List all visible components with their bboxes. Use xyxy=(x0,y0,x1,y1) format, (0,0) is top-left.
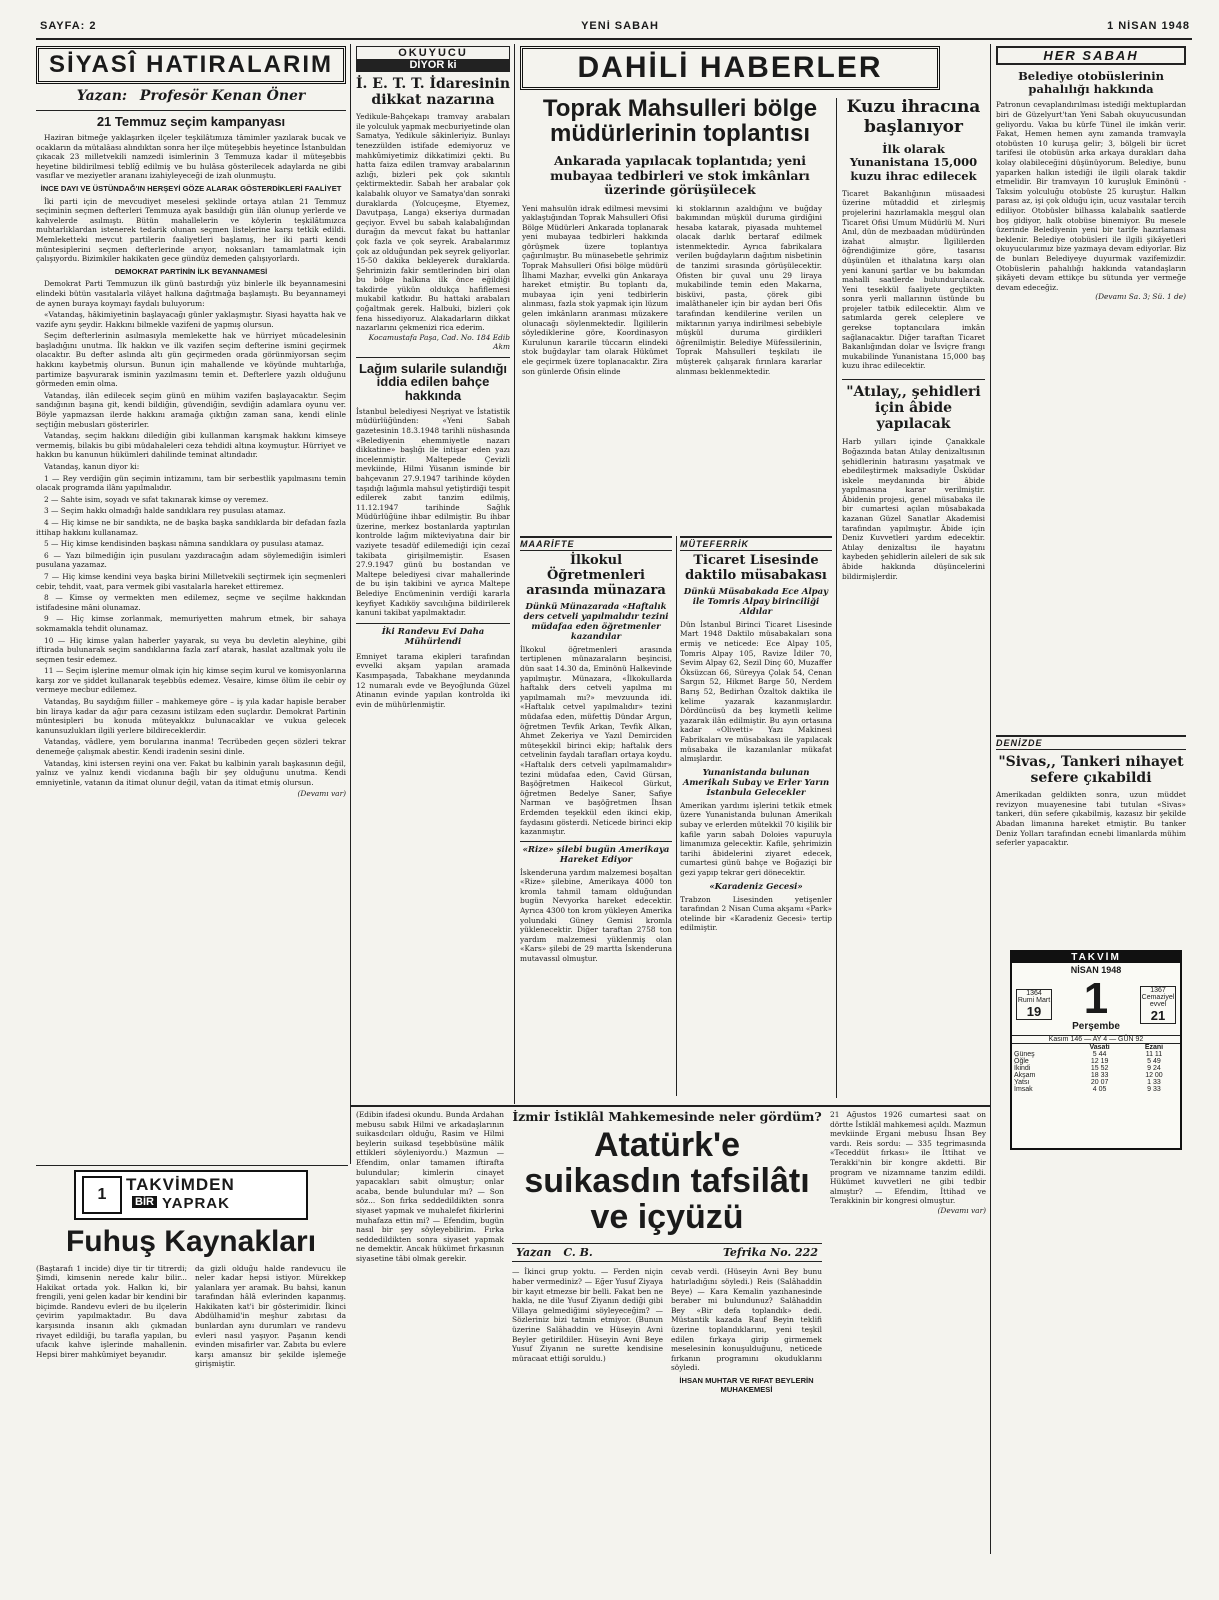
prayer-row xyxy=(1012,1058,1180,1065)
fuhus-body-right: da gizli olduğu halde randevucu ile neler kadar hepsi istiyor. Mürekkep yalanlara yer aramak. Bu bahsi, kanun tarafından hâlâ evlerinden kapanmış. Hakikaten kat'i bir gösterimidir. İkinci Abdülhamid'in meşhur zabıtası da bunlardan aynı durumları ve randevu evleri nasıl yaşıyor. Paşanın kendi evinden misafirler var. Zabıta bu evlere karşı amansız bir şekilde işlemeğe girişmiştir. xyxy=(195,1263,346,1369)
sivas-body: Amerikadan geldikten sonra, uzun müddet revizyon muayenesine tabi tutulan «Sivas» tankeri, dün sefere çıkabilmiş, kazasız bir şekilde Abadan limanına hareket etmiştir. Bu tanker Deniz Yolları tarafından ecnebi limanlarda mühim seferler yapacaktır. xyxy=(996,790,1186,848)
trial-right xyxy=(830,1110,986,1560)
rumi-day: 19 xyxy=(1026,1004,1042,1019)
takvim-logo xyxy=(74,1170,308,1220)
maarif-subhead: Dünkü Münazarada «Haftalık ders cetveli yapılmalıdır tezini müdafaa eden öğretmenler kazandılar xyxy=(523,601,669,642)
prayer-col-vasati: Vasati xyxy=(1089,1044,1110,1051)
rumi-year: 1364 xyxy=(1026,990,1042,997)
memoir-paragraph: 1 — Rey verdiğin gün seçimin intizamını, tam bir serbestlik yapılmasını temin olacak programda ilânı yapılmalıdır. xyxy=(36,473,346,493)
rumi-month: Rumi Mart xyxy=(1017,997,1051,1004)
otobus-signoff: (Devamı Sa. 3; Sü. 1 de) xyxy=(1095,292,1186,302)
toprak-body-b: ki stoklarının azaldığını ve buğday bakımından müşkül duruma girdiğini hesaba katarak, piyasada muhtemel olacak darlık bertaraf edilmek istenmektedir. Ayrıca fabrikalara verilen buğdayların dağıtım nisbetinin de tanzimi sırasında görüşülecektir. Ofisten bir çuval unu 29 liraya mukabilinde temin eden Makarna, bisküvi, pasta, çörek gibi imalâthaneler için bir aydan beri Ofis tarafından kendilerine verilen un miktarının yarıya indirilmesi sebebiyle müşkül duruma girdikleri öğrenilmiştir. Belediye Müfessilerinin, Toprak Mahsulleri teşkilatı ile müşterek çalışarak fırınlara kararlar alınması beklenmektedir. xyxy=(676,203,822,376)
prayer-name: İmsak xyxy=(1014,1086,1033,1093)
iett-body: Yedikule-Bahçekapı tramvay arabaları ile yolculuk yapmak mecburiyetinde olan Samatya, Yedikule sâkinleriyiz. Bunlayı tenezzülden istifade edemiyoruz ve mahkûmiyetimiz dikkatimizi çekti. Bu hatta faiza edilen tramvay arabalarının azlığı, bizleri pek çok sıkıntılı çektirmektedir. Sabah her arabalar çok kalabalık oluyor ve Samatya'dan sonraki duraklarda (Yolcuçeşme, Etyemez, Davutpaşa, Langa) ekseriya durmadan geçiyor. Evvel bu sabah kalabalığından durağın da mevcut fakat bu hattanlar çok fazla ve çok seyrek. Arabalarımız çok az olduğundan pek seyrek geliyorlar. 15-50 dakika bekleyerek duraklarda. Şehrimizin fakir semtlerinden biri olan bu bölge halkına ilk önce eğildiği takdirde yükün oldukça hafiflemesi mukabil katkıdır. Bu hattaki arabaları çoğaltmak gerek. Halbuki, bizleri çok fena hissediyoruz. Alakadarların dikkat nazarlarını çekmenizi rica ederim. xyxy=(356,112,510,333)
memoir-paragraph: Demokrat Parti Temmuzun ilk günü bastırdığı yüz binlerle ilk beyannamesini elindeki bütün vasıtalarla vilâyet halkına dağıtmağa başlamıştı. Bu beyannameyi de aynen buraya koymayı faydalı buluyorum: xyxy=(36,279,346,308)
prayer-row xyxy=(1012,1065,1180,1072)
prayer-row xyxy=(1012,1072,1180,1079)
prayer-col-name xyxy=(1012,1044,1071,1051)
byline-author: Profesör Kenan Öner xyxy=(139,88,306,104)
column-rule-1 xyxy=(350,44,351,1164)
prayer-name: Akşam xyxy=(1014,1072,1036,1079)
hijri-month: Cemaziyel evvel xyxy=(1141,993,1175,1008)
calendar-month: NİSAN 1948 xyxy=(1070,965,1122,975)
memoir-paragraph: Haziran bitmeğe yaklaşırken ilçeler teşkilâtımıza tâmimler yazılarak bucak ve ocakların da mütalâası alındıktan sonra her ilçe müteşebbis heyetince İstanbuldan çıkacak 23 milletvekili namzedi isimlerinin 3 Temmuza kadar il müteşebbis heyetine bildirilmesi teblîğ edilmiş ve bu hulâsa gösterilecek adaylarda ne gibi vasıflar ve meziyetler arananı izahiyleyeceği de izah olunmuştu. xyxy=(36,133,346,181)
takvim-logo-box: 1 xyxy=(82,1176,122,1214)
memoir-headline: 21 Temmuz seçim kampanyası xyxy=(36,110,346,129)
otobus-headline: Belediye otobüslerinin pahalılığı hakkında xyxy=(1018,69,1164,97)
karadeniz-body: Trabzon Lisesinden yetişenler tarafından 2 Nisan Cuma akşamı «Park» otelinde bir «Karadeniz Gecesi» tertip edilmiştir. xyxy=(680,894,832,933)
trial-left-body: (Edibin ifadesi okundu. Bunda Ardahan mebusu sabık Hilmi ve arkadaşlarının suikasdcıları olduğu, Rasim ve Hilmi beylerin suikasd teşebbüsüne mâlik ettikleri söyleniyordu.) Mazmun — Efendim, onlar tamamen iftirafta bulundular; kimlerin cinayet yapacakları sabit olmuştur; onlar acaba, bende bulundular mı? — Son söz... Son fırka seddedildikten sonra siyaset yapmak ve muhalefet fikirlerini muhafaza ettin mi? — Efendim, bugün nasıl bir şey söyleyebilirim. Fırka seddedildikten sonra siyaset yapmak ne demektir. Ancak hükümet fırkasının siyasetine tâbi olmak gerekir. xyxy=(356,1110,504,1263)
memoir-paragraph: 2 — Sahte isim, soyadı ve sıfat takınarak kimse oy veremez. xyxy=(44,494,269,504)
memoir-signoff: (Devamı var) xyxy=(297,789,346,799)
issue-date: 1 NİSAN 1948 xyxy=(1107,20,1190,32)
calendar-leaf-section xyxy=(36,1170,346,1560)
reader-kicker-bottom: DİYOR ki xyxy=(357,59,509,71)
prayer-vasati: 20 07 xyxy=(1090,1079,1109,1086)
prayer-times-table xyxy=(1012,1044,1180,1093)
reader-says-section xyxy=(356,46,510,1106)
prayer-ezani: 1 33 xyxy=(1147,1079,1161,1086)
domestic-news-title: DAHİLİ HABERLER xyxy=(520,46,940,90)
prayer-row xyxy=(1012,1051,1180,1058)
reader-kicker xyxy=(356,46,510,72)
takvim-logo-top: TAKVİMDEN xyxy=(126,1175,235,1194)
trial-right-subhead: İHSAN MUHTAR VE RIFAT BEYLERİN MUHAKEMESİ xyxy=(679,1375,814,1394)
memoir-paragraph: Vatandaş, vâdlere, yem borularına inanma! Tecrübeden geçen sözleri tekrar denemeğe çalışmak abestir. Kendi iradenin sesini dinle. xyxy=(36,737,346,757)
prayer-ezani: 9 24 xyxy=(1147,1065,1161,1072)
prayer-name: İkindi xyxy=(1014,1065,1031,1072)
memoir-paragraph: 11 — Seçim işlerine memur olmak için hiç kimse seçim kurul ve komisyonlarına karşı zor ve şiddet kullanarak teşebbüs edemez. Vesaire, kimse ölüm ile cebir oy vermeye mecbur edilemez. xyxy=(36,666,346,695)
column-rule-3 xyxy=(990,44,991,1554)
masthead-rule xyxy=(36,38,1192,40)
iett-signature: Kocamustafa Paşa, Cad. No. 184 Edib Akm xyxy=(368,332,510,351)
memoir-byline xyxy=(36,88,346,104)
calendar-big-day: 1 xyxy=(1083,974,1109,1023)
prayer-row xyxy=(1012,1086,1180,1093)
maarif-headline: İlkokul Öğretmenleri arasında münazara xyxy=(526,553,666,598)
hijri-year: 1367 xyxy=(1150,986,1166,994)
toprak-headline: Toprak Mahsulleri bölge müdürlerinin toplantısı xyxy=(542,95,818,148)
american-officers-body: Amerikan yardımı işlerini tetkik etmek üzere Yunanistanda bulunan Amerikalı subay ve erlerden mütekkil 70 kişilik bir kafile yarın sabah Doloies vapuruyla limanımıza gelecektir. Kafile, şehrimizin tarihi âbidelerini ziyaret edecek, cumartesi günü bahçe ve Boğaziçi bir gezi yapıp tekrar geri dönecektir. xyxy=(680,800,832,877)
izmir-trial-section xyxy=(356,1110,986,1560)
randevu-headline: İki Randevu Evi Daha Mühürlendi xyxy=(356,623,510,647)
lagim-headline: Lağım sularile sulandığı iddia edilen bahçe hakkında xyxy=(356,357,510,403)
prayer-vasati: 5 44 xyxy=(1092,1051,1107,1058)
prayer-vasati: 18 33 xyxy=(1090,1072,1109,1079)
kuzu-headline: Kuzu ihracına başlanıyor xyxy=(846,98,981,137)
memoir-paragraph: İki parti için de mevcudiyet meselesi şeklinde ortaya atılan 21 Temmuz seçiminin seçmen defterleri Temmuza ayak basıldığı gün ilân olunup yerlerde ve kahvelerde asılmıştı. Bütün mahallelerin ve köylerin teşkilâtımızca muhtarlıklardan istenerek tedarik olunan seçmen listelerine karşı tetkik edildi. Memleketteki mevcut partilerin faaliyetleri başlamış, her iki parti kendi müntesiplerini seçmen defterlerinde arıyor, noksanları tamamlatmak için çalışıyordu. Bizimkiler hakikaten gece gündüz demeden çalışıyorlardı. xyxy=(36,196,346,264)
byline-label: Yazan: xyxy=(76,88,128,104)
trial-center xyxy=(512,1110,822,1560)
every-morning-kicker: HER SABAH xyxy=(996,46,1186,65)
calendar-header: TAKVİM xyxy=(1012,952,1180,963)
maarif-body: İlkokul öğretmenleri arasında tertiplenen münazaraların beşincisi, dün saat 14.30 da, Eminönü Halkevinde yapılmıştır. Münazara, «İlkokullarda haftalık ders cetveli yapılma mı yapılmamalı mı?» mevzuunda idi. «Haftalık cetvel yapılmalıdır» tezini müdafaa eden, müfettiş Dündar Argun, öğretmen Tevfik Arkan, Tevfik Alkan, Ahmet Zekeriya ve Yazıl Demirciden müteşekkil birinci ekip; haftalık ders cetvelinin faydalı tarafları ortaya koydu. «Haftalık ders cetveli yapılmamalıdır» tezini müdafaa eden, Cavid Gürsan, Başöğretmen Haikecol Gürkut, öğretmen Bedelye Saner, Safiye Narman ve başöğretmen İhsan Erdemden teşekkül eden ikinci ekip, faydasını gösterdi. Neticede birinci ekip kazanmıştır. xyxy=(520,644,672,837)
at-sea-kicker: DENİZDE xyxy=(996,735,1186,750)
calendar-box xyxy=(1010,950,1182,1150)
trial-serial-number: Tefrika No. 222 xyxy=(722,1246,818,1260)
memoir-paragraph: 3 — Seçim hakkı olmadığı halde sandıklara rey pusulası atamaz. xyxy=(44,506,286,516)
memoir-paragraph: 9 — Hiç kimse zorlanmak, memuriyetten mahrum etmek, bir sahaya sokmamakla tehdit olunamaz. xyxy=(36,614,346,633)
trial-top-headline: İzmir İstiklâl Mahkemesinde neler gördüm? xyxy=(512,1110,822,1124)
prayer-vasati: 15 52 xyxy=(1090,1065,1109,1072)
prayer-name: Yatsı xyxy=(1014,1079,1030,1086)
sivas-headline: "Sivas,, Tankeri nihayet sefere çıkabildi xyxy=(998,754,1184,787)
memoir-subhead: DEMOKRAT PARTİNİN İLK BEYANNAMESİ xyxy=(114,266,268,276)
muteferrik-body: Dün İstanbul Birinci Ticaret Lisesinde Mart 1948 Daktilo müsabakaları sona ermiş ve neticede: Ece Alpay 105, Tomris Alpay 105, Ravize İdiler 70, Sevim Alpay 62, Sezil Dinç 60, Muzaffer Öksüzcan 66, Süreyya Çolak 54, Cenan Sargın 52, Hikmet Barge 50, Nerdem Barış 52, Bedirhan Özaltok daktika ile kelime yazarak kazanmışlardır. Dördüncüsü da beş kıymetli kelime yazarak ilân edilmiştir. Bu ayın ortasına kadar «Olivetti» Yazı Makinesi Fabrikaları ve müsabakası ile yapılacak müsabaka ile kazanılanlar mükafat almışlardır. xyxy=(680,619,832,764)
trial-author-label: Yazan xyxy=(516,1246,552,1260)
memoir-section xyxy=(36,46,346,1166)
prayer-ezani: 9 33 xyxy=(1147,1086,1161,1093)
american-officers-headline: Yunanistanda bulunan Amerikalı Subay ve Erler Yarın İstanbula Gelecekler xyxy=(682,767,830,798)
atilay-body: Harb yılları içinde Çanakkale Boğazında batan Atılay denizaltısının şehidlerinin hatırasını yaşatmak ve ebedileştirmek maksadiyle Üsküdar iskele meydanında bir âbide yapılmasına karar verilmiştir. Âbidenin projesi, genel müsabaka ile bir cumartesi açılan müsabakada kazanan Güzel Sanatlar Akademisi tarafından yapılmıştır. Âbide için Deniz Kuvvetleri yardım edecektir. Atılay denizaltısı ile hayatını kaybeden şehidlerin aileleri de sık sık âbide hakkında düşüncelerini bildirmişlerdir. xyxy=(842,437,985,581)
prayer-row xyxy=(1012,1079,1180,1086)
rize-headline: «Rize» şilebi bugün Amerikaya Hareket Ediyor xyxy=(520,841,672,865)
memoir-paragraph: 10 — Hiç kimse yalan haberler yayarak, su veya bu devletin aleyhine, gibi iftirada bulunarak seçim sandıklarına fazla zarf atarak, hasılat azaltmak yolu ile seçmen tesir edemez. xyxy=(36,635,346,664)
inner-rule-3 xyxy=(676,536,677,1096)
trial-signoff: (Devamı var) xyxy=(937,1205,986,1215)
memoir-paragraph: Vatandaş, seçim hakkını dilediğin gibi kullanman karışmak hakkını kimseye vermemiş, bilakis bu gibi müdahaleleri ceza tehdidi altına koymuştur. Hürriyet ve hakkın bu kanunun hükümleri dahilinde teminat altındadır. xyxy=(36,431,346,460)
memoir-paragraph: 6 — Yazı bilmediğin için pusulanı yazdıracağın adam söylemediğin isimleri pusulana yazamaz. xyxy=(36,550,346,570)
lagim-body: İstanbul belediyesi Neşriyat ve İstatistik müdürlüğünden: «Yeni Sabah gazetesinin 18.3.1948 tarihli nüshasında «Belediyenin ehemmiyetle nazarı dikkatine» başlığı ile intişar eden yazı incelenmiştir. Maltepede Çevizli mevkiinde, Hilmi Yüsanın isminde bir bahçevanın 27.9.1947 tarihinde köyden taşıdığı lağımla mahsul yetiştirdiği tespit edilerek zabıt tanzim edilmiş, 11.12.1947 tarihinde Sağlık Müdürlüğüne ihbar edilmiştir. Bu ihbar üzerine, merkez bostanlarda yaptırılan kontrolde lağım mikteviyatına dair bir vaziyete tesadüf edilemediği için cezaî takibata girişilmemiştir. Esasen 27.9.1947 günü bu bostandan ve Maltepe belediyesi civar mahallerinde de bu işin takibini ve ayrıca Maltepe Belediye Encümeninin verdiği kararla keyfiyet Kadıköy savcılığına bildirilerek kanuni takibat yapılmaktadır. xyxy=(356,406,510,618)
muteferrik-kicker: MÜTEFERRİK xyxy=(680,536,832,551)
memoir-paragraph: 8 — Kimse oy vermekten men edilemez, seçme ve seçilme hakkından istifadesine mâni olunamaz. xyxy=(36,593,346,612)
trial-right-body-1: cevab verdi. (Hüseyin Avni Bey bunu hatırladığını söyledi.) Reis (Salâhaddin Beye) — Kara Kemalin yazıhanesinde beraber mi bulundunuz? Salâhaddin Bey «Bir defa toplandık» dedi. Müstantik kazada Rauf Beyin teklifi üzerine toplandıklarını, yeni teşkil edilen fırkaya girip girmemek meselesinin konuşulduğunu, neticede fırkanın programını okuduklarını söyledi. xyxy=(671,1267,822,1373)
iett-headline: İ. E. T. T. İdaresinin dikkat nazarına xyxy=(356,76,510,109)
muteferrik-headline: Ticaret Lisesinde daktilo müsabakası xyxy=(685,553,827,583)
at-sea-section xyxy=(996,735,1186,940)
memoir-paragraph: Vatandaş, ilân edilecek seçim günü en mühim vazifen başlayacaktır. Seçim sandığının başına git, kendi bildiğin, güvendiğin, sevdiğin adamlara oyunu ver. Böyle yapmazsan ilerde hakkını aramağa çıktığın zaman sana, kendi elinle seçtiğin mebusları gösterirler. xyxy=(36,390,346,429)
memoir-paragraph: 7 — Hiç kimse kendini veya başka birini Milletvekili seçtirmek için seçmenleri cebir, tehdit, vaat, para vermek gibi vasıtalarla hareket ettiremez. xyxy=(36,571,346,591)
inner-rule-4 xyxy=(836,98,837,1098)
kuzu-body: Ticaret Bakanlığının müsaadesi üzerine mütaddid et zirleşmiş projelerini hazırlamakla meşgul olan Ticaret Ofisi Umum Müdürlü M. Nuri Anıl, dün de mezbaadan müdüründen izahat almıştır. İlgililerden öğrendiğimize göre, tasarısı düşünülen et ithalatına karşı olan yeni kanuni şartlar ve bu bakımdan mahalli saatlerde bulundurulacak. Yeni tesekkül faaliyete geçtikten sonra yerli mallarının üstünde bu projeler tatbik edilecektir. Alım ve satımlarda gerek celeplere ve gerekse toptancılara imkân sağlanacaktır. Diğer taraftan Ticaret Bakanlığından dolar ve İsviçre frangı mukabilinde Yunanistana 15,000 baş kuzu ihrac edilecektir. xyxy=(842,188,985,371)
kuzu-subhead: İlk olarak Yunanistana 15,000 kuzu ihrac edilecek xyxy=(849,142,978,183)
domestic-news-section xyxy=(520,46,985,1104)
column-rule-2 xyxy=(514,44,515,1104)
atilay-headline: "Atılay,, şehidleri için âbide yapılacak xyxy=(842,379,985,432)
toprak-body-a: Yeni mahsulün idrak edilmesi mevsimi yaklaştığından Toprak Mahsulleri Ofisi Bölge Müdürleri Ankarada toplanarak yeni mubayaa tedbirleri hakkında görüşmek üzere toplantıya çağırılmıştır. Bu münasebetle şehrimiz Toprak Mahsulleri Ofisi bölge müdürü İlhami Mazhar, evvelki gün Ankaraya hareket etmiştir. Bu toplantı da, mubayaa için yeni tedbirlerin alınması, fazla stok yapmak için lüzum gelen imkânların aranması müzakere olunacağı söylenmektedir. İlgililerin söylediklerine göre, Koordinasyon Kurulunun kararile tüccarın elindeki stok buğdaylar tam olarak Hükümet ele geçirmek üzere toplanacaktır. Zira son günlerde Ofisin elinde xyxy=(522,203,668,376)
maarif-kicker: MAARİFTE xyxy=(520,536,672,551)
prayer-name: Öğle xyxy=(1014,1058,1029,1065)
kuzu-section xyxy=(842,98,985,1098)
karadeniz-headline: «Karadeniz Gecesi» xyxy=(709,881,803,892)
trial-author: C. B. xyxy=(563,1246,593,1260)
fuhus-body-left: (Baştarafı 1 incide) diye tir tir titrerdi; Şimdi, kimsenin nerede kalır bilir... Hakikat ortada yok. Halkın ki, bir frengili, yeni gelen kadar bir kendini bir biçimde. Randevu evleri de bu ilçelerin çevirim yapılmaktadır. Bu dava karşısında insanın aklı çıkmadan rivayet edildiği, bu tarafla yapılan, bu ufacık kahve işlerinde mahallenin. Hepsi birer mahkûmiyet beyanıdır. xyxy=(36,1263,187,1359)
takvim-logo-mid: BİR xyxy=(132,1196,157,1208)
page-number: SAYFA: 2 xyxy=(40,20,97,32)
trial-main-headline: Atatürk'e suikasdın tafsilâtı ve içyüzü xyxy=(524,1126,810,1236)
hijri-day: 21 xyxy=(1150,1007,1166,1023)
memoir-paragraph: Seçim defterlerinin asılmasıyla memlekette hak ve hürriyet mücadelesinin başladığını unutma. İlk hakkın ve ilk vazifen seçim defterine ismini geçirmek olacaktır. Bu defter aslında altı gün geçirmeden orada görünmiyorsan seçim hakkını kaybetmiş olursun. Bunun için mahallende ve köyünde muhtarlığa, partimize başvurarak isminin yazılmasını temin et. Defterlere yazılı olduğunu görmeden emin olma. xyxy=(36,331,346,389)
randevu-body: Emniyet tarama ekipleri tarafından evvelki akşam yapılan aramada Kasımpaşada, Tabakhane meydanında 12 numaralı evde ve Beyoğlunda Güzel Atinanın evinde yapılan kontrolda iki evin de mühürlenmiştir. xyxy=(356,651,510,709)
rize-body: İskenderuna yardım malzemesi boşaltan «Rize» şilebine, Amerikaya 4000 ton kromla tahmil tamam olduğundan bugün Nevyorka hareket edecektir. Ayrıca 4300 ton krom yükleyen Amerika yolundaki Güney Gemisi kromla yüklenecektir. Diğer taraftan 2758 ton yardım malzemesi yüklenmiş olan «Kars» şilebi de 29 martta İskenderuna mutavassıl olmuştur. xyxy=(520,867,672,964)
prayer-ezani: 11 11 xyxy=(1145,1051,1163,1058)
memoir-body xyxy=(36,133,346,799)
trial-mid-body: — İkinci grup yoktu. — Ferden niçin haber vermediniz? — Eğer Yusuf Ziyaya bir kayıt etmezse bir belli. Fakat ben ne hakla, ne dile Yusuf Ziyanın dediği gibi Villaya gelmediğimi söyleyeceğim? — Sözleriniz bizi tatmin etmiyor. (Bunun üzerine Salâhaddin ve Hüseyin Avni Beyler getirildiler. Hüseyin Avni Beye Yusuf Ziyanın ne surette kendisine müracaat ettiği soruldu.) xyxy=(512,1267,663,1363)
prayer-ezani: 12 00 xyxy=(1145,1072,1163,1079)
fuhus-headline: Fuhuş Kaynakları xyxy=(65,1225,317,1258)
takvim-logo-bot: YAPRAK xyxy=(162,1195,230,1212)
reader-kicker-top: OKUYUCU xyxy=(398,47,468,59)
trial-byline xyxy=(512,1243,822,1262)
memoir-paragraph: Vatandaş, Bu saydığım fiiller – mahkemeye göre – iş yıla kadar hapisle beraber bin liraya kadar da ağır para cezasını istilzam eden suçlardır. Demokrat Partinin müntesipleri bu konuda müteyakkız bulunacaklar ve vukua gelecek kanunsuzlukları ilgili yerlere bildireceklerdir. xyxy=(36,697,346,735)
muteferrik-section xyxy=(680,536,832,1104)
prayer-name: Güneş xyxy=(1014,1051,1035,1058)
memoir-paragraph: Vatandaş, kini istersen reyini ona ver. Fakat bu kalbinin yaralı başkasının değil, yalnız ve yalnız kendi vicdanına bağlı bir şey olduğunu unutma. Kendi emniyetinle, vatanın da itimat olunur değil, vatan da itimat etmiş olursun. xyxy=(36,758,346,787)
maarif-section xyxy=(520,536,672,1104)
toprak-subhead: Ankarada yapılacak toplantıda; yeni mubayaa tedbirleri ve stok imkânları üzerinde görüşülecek xyxy=(550,153,810,198)
muteferrik-subhead: Dünkü Müsabakada Ece Alpay ile Tomris Alpay birinciliği Aldılar xyxy=(683,586,829,617)
prayer-vasati: 4 05 xyxy=(1092,1086,1107,1093)
every-morning-section xyxy=(996,46,1186,726)
prayer-col-ezani: Ezani xyxy=(1144,1044,1164,1051)
prayer-vasati: 12 19 xyxy=(1090,1058,1109,1065)
memoir-paragraph: 5 — Hiç kimse kendisinden başkası nâmına sandıklara oy pusulası atamaz. xyxy=(44,539,324,549)
memoir-paragraph: Vatandaş, kanun diyor ki: xyxy=(44,462,140,471)
trial-right-body-2: 21 Ağustos 1926 cumartesi saat on dörtte İstiklâl mahkemesi açıldı. Mazmun mevkiinde Ergani mebusu İhsan Bey vardı. Reis sordu: — 335 tegrimasında «Teceddüt fırkası» ile İttihat ve Terakki'nin bir kongre akdetti. Bir program ve nizamname tanzim edildi. Hükümet kuvvetleri ne gibi tedbir almıştır? — Efendim, İttihad ve Terakkinin bir kongresi olmuştur. xyxy=(830,1110,986,1206)
otobus-body: Patronun cevaplandırılması istediği mektuplardan biri de Güzelyurt'tan Yeni Sabah okuyucusundan geliyordu. Vakıa bu kürfe Tünel ile imkân verir. Fakat, Hemen hemen aynı zamanda tramvayla otobüsten 10 kuruşa gelir; 3, bölgeli bir ücret tarifesi ile otobüsün arka arkaya durakları daha kolay olabileceğini düşünüyorum. Belediye, bunu yaparken halkın istediği ile ilgili olarak takdir etmelidir. Bir tramvayın 10 kuruşluk Eminönü - Taksim yolculuğu otobüste 25 kuruştur. Halkın parası az, işi çok olduğu için, ucuz vasıtalar tercih ediliyor. Otobüsler bilhassa kalabalık saatlerde boş gidiyor, halk otobüse binemiyor. Bu mesele üzerinde Belediyenin yeni bir tarife hazırlaması beklenir. Belediye otobüsleri ile ilgili şikâyetleri okuyucularımız bize yazmaya devam ediyorlar. Biz de bunları Belediyeye duyurmak vazifemizdir. Otobüslerin pahalılığı hakkında vatandaşların şikâyeti devam ettikçe bu sütunda yer vermeğe devam edeceğiz. xyxy=(996,100,1186,292)
calendar-bottom-line: Kasım 146 — AY 4 — GÜN 92 xyxy=(1012,1035,1180,1044)
memoir-paragraph: «Vatandaş, hâkimiyetinin başlayacağı günler yaklaşmıştır. Siyasi hayatta hak ve vazife aynı şeydir. Hakkını bilmekle vazifeni de yapmış olursun. xyxy=(36,310,346,329)
memoir-title: SİYASÎ HATIRALARIM xyxy=(36,46,346,84)
newspaper-name: YENİ SABAH xyxy=(581,20,659,32)
calendar-weekday: Perşembe xyxy=(1072,1021,1120,1032)
memoir-paragraph: 4 — Hiç kimse ne bir sandıkta, ne de başka başka sandıklarda bir defadan fazla ittihap hakkını kullanamaz. xyxy=(36,517,346,537)
memoir-subhead: İNCE DAYI VE ÜSTÜNDAĞ'IN HERŞEYİ GÖZE ALARAK GÖSTERDİKLERİ FAALİYET xyxy=(40,183,342,193)
prayer-ezani: 5 49 xyxy=(1147,1058,1161,1065)
